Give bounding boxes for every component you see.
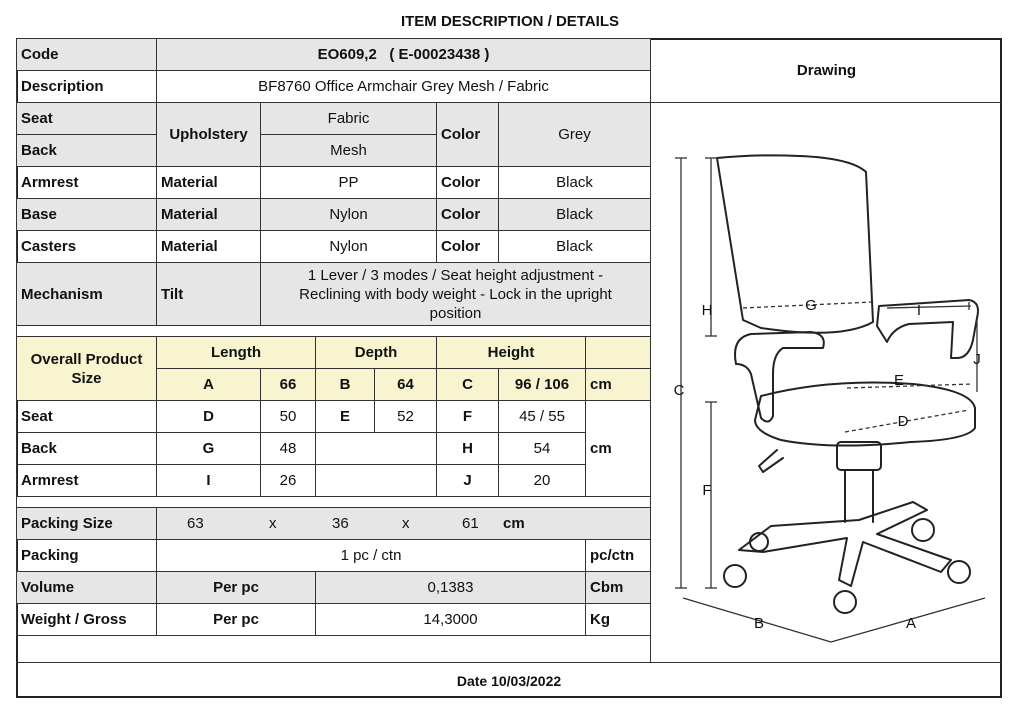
packing-size-row bbox=[17, 508, 651, 540]
drawing-label-a: A bbox=[905, 615, 917, 632]
back-material: Mesh bbox=[261, 135, 437, 167]
weight-per: Per pc bbox=[157, 604, 316, 636]
packing-size-unit: cm bbox=[503, 515, 525, 532]
dim-c-value: 96 / 106 bbox=[499, 369, 586, 401]
lever-shape bbox=[759, 450, 783, 472]
overall-size-label: Overall Product Size bbox=[17, 337, 157, 401]
base-material-label: Material bbox=[157, 199, 261, 231]
volume-value: 0,1383 bbox=[316, 572, 586, 604]
packing-height: 61 bbox=[462, 515, 479, 532]
dim-e-letter: E bbox=[316, 401, 375, 433]
armrest-color: Black bbox=[499, 167, 651, 199]
dims-unit: cm bbox=[586, 401, 651, 497]
description-label: Description bbox=[17, 71, 157, 103]
dim-back-row bbox=[17, 433, 651, 465]
dim-h-letter: H bbox=[437, 433, 499, 465]
dim-d-letter: D bbox=[157, 401, 261, 433]
drawing-label-d: D bbox=[897, 413, 909, 430]
chair-drawing bbox=[651, 102, 1002, 662]
packing-unit: pc/ctn bbox=[586, 540, 651, 572]
height-header: Height bbox=[437, 337, 586, 369]
caster-3 bbox=[948, 561, 970, 583]
depth-header: Depth bbox=[316, 337, 437, 369]
dim-seat-label: Seat bbox=[17, 401, 157, 433]
weight-row bbox=[17, 604, 651, 636]
dim-j-value: 20 bbox=[499, 465, 586, 497]
packing-size-values bbox=[157, 508, 651, 540]
dim-back-label: Back bbox=[17, 433, 157, 465]
casters-row bbox=[17, 231, 651, 263]
description-row bbox=[17, 71, 651, 103]
left-armrest-shape bbox=[735, 332, 824, 422]
base-material: Nylon bbox=[261, 199, 437, 231]
packing-x2: x bbox=[402, 515, 410, 532]
mechanism-description: 1 Lever / 3 modes / Seat height adjustment - Reclining with body weight - Lock in the upright position bbox=[261, 263, 651, 326]
base-color: Black bbox=[499, 199, 651, 231]
drawing-label-b: B bbox=[753, 615, 765, 632]
dim-f-letter: F bbox=[437, 401, 499, 433]
code-value: EO609,2 ( E-00023438 ) bbox=[157, 39, 651, 71]
volume-label: Volume bbox=[17, 572, 157, 604]
casters-color-label: Color bbox=[437, 231, 499, 263]
weight-label: Weight / Gross bbox=[17, 604, 157, 636]
drawing-label-h: H bbox=[701, 302, 713, 319]
drawing-label-e: E bbox=[893, 372, 905, 389]
base-row bbox=[17, 199, 651, 231]
drawing-label-c: C bbox=[673, 382, 685, 399]
packing-width: 36 bbox=[332, 515, 349, 532]
packing-size-label: Packing Size bbox=[17, 508, 157, 540]
right-armrest-shape bbox=[877, 300, 978, 358]
base-label: Base bbox=[17, 199, 157, 231]
packing-x1: x bbox=[269, 515, 277, 532]
upholstery-color-label: Color bbox=[437, 103, 499, 167]
volume-row bbox=[17, 572, 651, 604]
overall-header-blank bbox=[586, 337, 651, 369]
dim-seat-row bbox=[17, 401, 651, 433]
seat-label: Seat bbox=[17, 103, 157, 135]
casters-color: Black bbox=[499, 231, 651, 263]
overall-unit: cm bbox=[586, 369, 651, 401]
document-title: ITEM DESCRIPTION / DETAILS bbox=[400, 13, 620, 30]
armrest-color-label: Color bbox=[437, 167, 499, 199]
drawing-label: Drawing bbox=[651, 38, 1002, 103]
dim-g-value: 48 bbox=[261, 433, 316, 465]
description-value: BF8760 Office Armchair Grey Mesh / Fabric bbox=[157, 71, 651, 103]
armrest-material-label: Material bbox=[157, 167, 261, 199]
dim-i-letter: I bbox=[157, 465, 261, 497]
drawing-label-f: F bbox=[702, 482, 712, 499]
volume-unit: Cbm bbox=[586, 572, 651, 604]
dim-g-letter: G bbox=[157, 433, 261, 465]
packing-value: 1 pc / ctn bbox=[157, 540, 586, 572]
seat-material: Fabric bbox=[261, 103, 437, 135]
packing-length: 63 bbox=[187, 515, 204, 532]
spacer-row bbox=[17, 326, 651, 337]
packing-row bbox=[17, 540, 651, 572]
upholstery-label: Upholstery bbox=[157, 103, 261, 167]
dim-armrest-label: Armrest bbox=[17, 465, 157, 497]
volume-per: Per pc bbox=[157, 572, 316, 604]
armrest-material: PP bbox=[261, 167, 437, 199]
dim-j-letter: J bbox=[437, 465, 499, 497]
code-row bbox=[17, 39, 651, 71]
overall-size-header-row bbox=[17, 337, 651, 369]
back-label: Back bbox=[17, 135, 157, 167]
dim-e-value: 52 bbox=[375, 401, 437, 433]
base-color-label: Color bbox=[437, 199, 499, 231]
dim-a-letter: A bbox=[157, 369, 261, 401]
dim-b-value: 64 bbox=[375, 369, 437, 401]
seat-row bbox=[17, 103, 651, 135]
dim-d-value: 50 bbox=[261, 401, 316, 433]
dim-armrest-blank bbox=[316, 465, 437, 497]
casters-material-label: Material bbox=[157, 231, 261, 263]
gas-lift-shape bbox=[845, 470, 873, 522]
casters-label: Casters bbox=[17, 231, 157, 263]
armrest-row bbox=[17, 167, 651, 199]
dim-i-value: 26 bbox=[261, 465, 316, 497]
armrest-label: Armrest bbox=[17, 167, 157, 199]
dim-line-i bbox=[887, 306, 971, 308]
dim-b-letter: B bbox=[316, 369, 375, 401]
spacer-row-2 bbox=[17, 497, 651, 508]
drawing-label-i: I bbox=[916, 302, 922, 319]
length-header: Length bbox=[157, 337, 316, 369]
dim-c-letter: C bbox=[437, 369, 499, 401]
code-label: Code bbox=[17, 39, 157, 71]
caster-4 bbox=[912, 519, 934, 541]
drawing-panel bbox=[650, 38, 1002, 662]
packing-label: Packing bbox=[17, 540, 157, 572]
weight-value: 14,3000 bbox=[316, 604, 586, 636]
mechanism-type: Tilt bbox=[157, 263, 261, 326]
mechanism-row bbox=[17, 263, 651, 326]
dim-armrest-row bbox=[17, 465, 651, 497]
upholstery-color: Grey bbox=[499, 103, 651, 167]
dim-f-value: 45 / 55 bbox=[499, 401, 586, 433]
caster-1 bbox=[724, 565, 746, 587]
caster-2 bbox=[834, 591, 856, 613]
spec-table bbox=[16, 38, 651, 636]
drawing-label-g: G bbox=[805, 297, 817, 314]
dim-a-value: 66 bbox=[261, 369, 316, 401]
dim-back-blank bbox=[316, 433, 437, 465]
mechanism-label: Mechanism bbox=[17, 263, 157, 326]
weight-unit: Kg bbox=[586, 604, 651, 636]
dim-h-value: 54 bbox=[499, 433, 586, 465]
casters-material: Nylon bbox=[261, 231, 437, 263]
seat-shape bbox=[755, 383, 975, 446]
date-footer: Date 10/03/2022 bbox=[16, 662, 1002, 699]
drawing-label-j: J bbox=[973, 351, 981, 368]
